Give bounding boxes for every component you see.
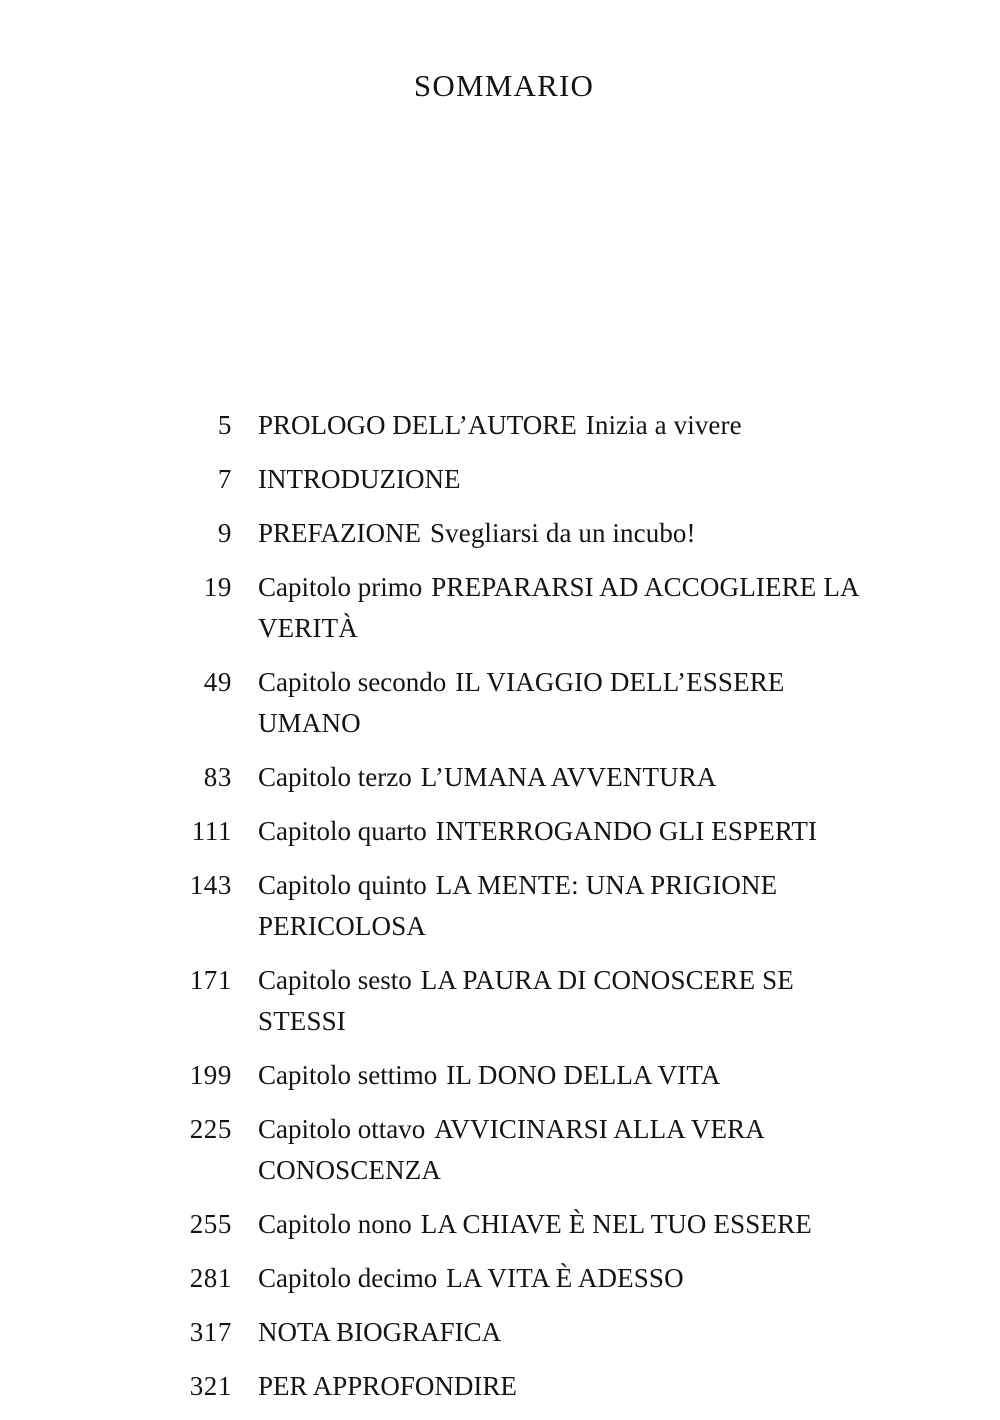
toc-entry-separator [427, 865, 436, 906]
toc-entry-page-number: 171 [189, 965, 232, 995]
toc-entry-label: Capitolo terzo [258, 762, 412, 792]
toc-entry-page-number: 199 [189, 1060, 232, 1090]
toc-entry-label: NOTA BIOGRAFICA [258, 1317, 502, 1347]
toc-entry-separator [421, 513, 430, 554]
toc-entry[interactable] [0, 757, 1000, 798]
toc-entry-page-number: 9 [217, 518, 232, 548]
toc-entry-label: Capitolo sesto [258, 965, 412, 995]
toc-entry-page-number: 49 [203, 667, 232, 697]
table-of-contents [0, 405, 1000, 1420]
toc-entry-page-number: 143 [189, 870, 232, 900]
toc-entry-separator [437, 1055, 446, 1096]
toc-entry-separator [412, 960, 421, 1001]
toc-entry-label: Capitolo secondo [258, 667, 447, 697]
toc-entry-separator [437, 1258, 446, 1299]
toc-entry-page-number: 5 [217, 410, 232, 440]
toc-entry-label: PER APPROFONDIRE [258, 1371, 517, 1401]
toc-entry-label: Capitolo quinto [258, 870, 427, 900]
toc-entry[interactable] [0, 1204, 1000, 1245]
toc-entry-subtitle: Inizia a vivere [585, 410, 742, 440]
toc-entry-text [232, 1204, 878, 1245]
toc-entry-title: PREPARARSI AD ACCOGLIERE LA VERITÀ [258, 572, 859, 643]
toc-entry-page-number: 317 [189, 1317, 232, 1347]
toc-entry[interactable] [0, 960, 1000, 1042]
toc-entry-title: AVVICINARSI ALLA VERA CONOSCENZA [258, 1114, 764, 1185]
toc-entry[interactable] [0, 567, 1000, 649]
toc-entry[interactable] [0, 1366, 1000, 1407]
toc-entry-label: Capitolo primo [258, 572, 423, 602]
toc-entry-separator [446, 662, 455, 703]
toc-entry[interactable] [0, 1312, 1000, 1353]
toc-entry-text [232, 1366, 878, 1407]
toc-entry[interactable] [0, 865, 1000, 947]
toc-entry-page-number: 111 [191, 816, 232, 846]
toc-entry-label: PREFAZIONE [258, 518, 422, 548]
toc-entry-page-number: 281 [189, 1263, 232, 1293]
toc-entry-text [232, 567, 878, 649]
toc-entry[interactable] [0, 662, 1000, 744]
toc-entry-label: INTRODUZIONE [258, 464, 461, 494]
toc-entry-page-number: 83 [203, 762, 232, 792]
toc-entry-label: PROLOGO DELL’AUTORE [258, 410, 577, 440]
toc-entry-page-number: 321 [189, 1371, 232, 1401]
toc-entry-text [232, 459, 878, 500]
toc-entry-subtitle: Svegliarsi da un incubo! [430, 518, 696, 548]
toc-entry-title: LA PAURA DI CONOSCERE SE STESSI [258, 965, 794, 1036]
toc-entry[interactable] [0, 1258, 1000, 1299]
toc-entry-text [232, 1258, 878, 1299]
toc-entry-text [232, 811, 878, 852]
toc-entry[interactable] [0, 1055, 1000, 1096]
toc-entry-title: IL DONO DELLA VITA [446, 1060, 721, 1090]
toc-entry-title: L’UMANA AVVENTURA [420, 762, 717, 792]
toc-entry-page-number: 7 [217, 464, 232, 494]
toc-entry-title: LA VITA È ADESSO [446, 1263, 684, 1293]
page-title: SOMMARIO [413, 68, 595, 103]
toc-entry-label: Capitolo quarto [258, 816, 427, 846]
toc-entry-separator [427, 811, 436, 852]
toc-entry-title: LA CHIAVE È NEL TUO ESSERE [420, 1209, 812, 1239]
toc-entry-label: Capitolo ottavo [258, 1114, 426, 1144]
toc-entry-page-number: 19 [203, 572, 232, 602]
toc-entry-separator [577, 405, 586, 446]
toc-entry-text [232, 405, 878, 446]
toc-entry-separator [412, 1204, 421, 1245]
toc-entry-text [232, 960, 878, 1042]
toc-entry-text [232, 865, 878, 947]
toc-entry-separator [412, 757, 421, 798]
toc-entry-text [232, 662, 878, 744]
toc-entry-title: IL VIAGGIO DELL’ESSERE UMANO [258, 667, 785, 738]
toc-entry[interactable] [0, 811, 1000, 852]
toc-entry[interactable] [0, 459, 1000, 500]
toc-entry-page-number: 225 [189, 1114, 232, 1144]
toc-entry-label: Capitolo settimo [258, 1060, 438, 1090]
toc-entry-text [232, 1055, 878, 1096]
toc-entry-text [232, 757, 878, 798]
toc-entry-page-number: 255 [189, 1209, 232, 1239]
toc-entry-label: Capitolo decimo [258, 1263, 438, 1293]
toc-entry-title: INTERROGANDO GLI ESPERTI [435, 816, 818, 846]
toc-entry-text [232, 1109, 878, 1191]
toc-entry-separator [422, 567, 431, 608]
toc-entry-separator [425, 1109, 434, 1150]
toc-entry-title: LA MENTE: UNA PRIGIONE PERICOLOSA [258, 870, 778, 941]
toc-entry[interactable] [0, 405, 1000, 446]
toc-entry-text [232, 513, 878, 554]
toc-entry[interactable] [0, 513, 1000, 554]
toc-entry-text [232, 1312, 878, 1353]
toc-entry[interactable] [0, 1109, 1000, 1191]
toc-entry-label: Capitolo nono [258, 1209, 412, 1239]
